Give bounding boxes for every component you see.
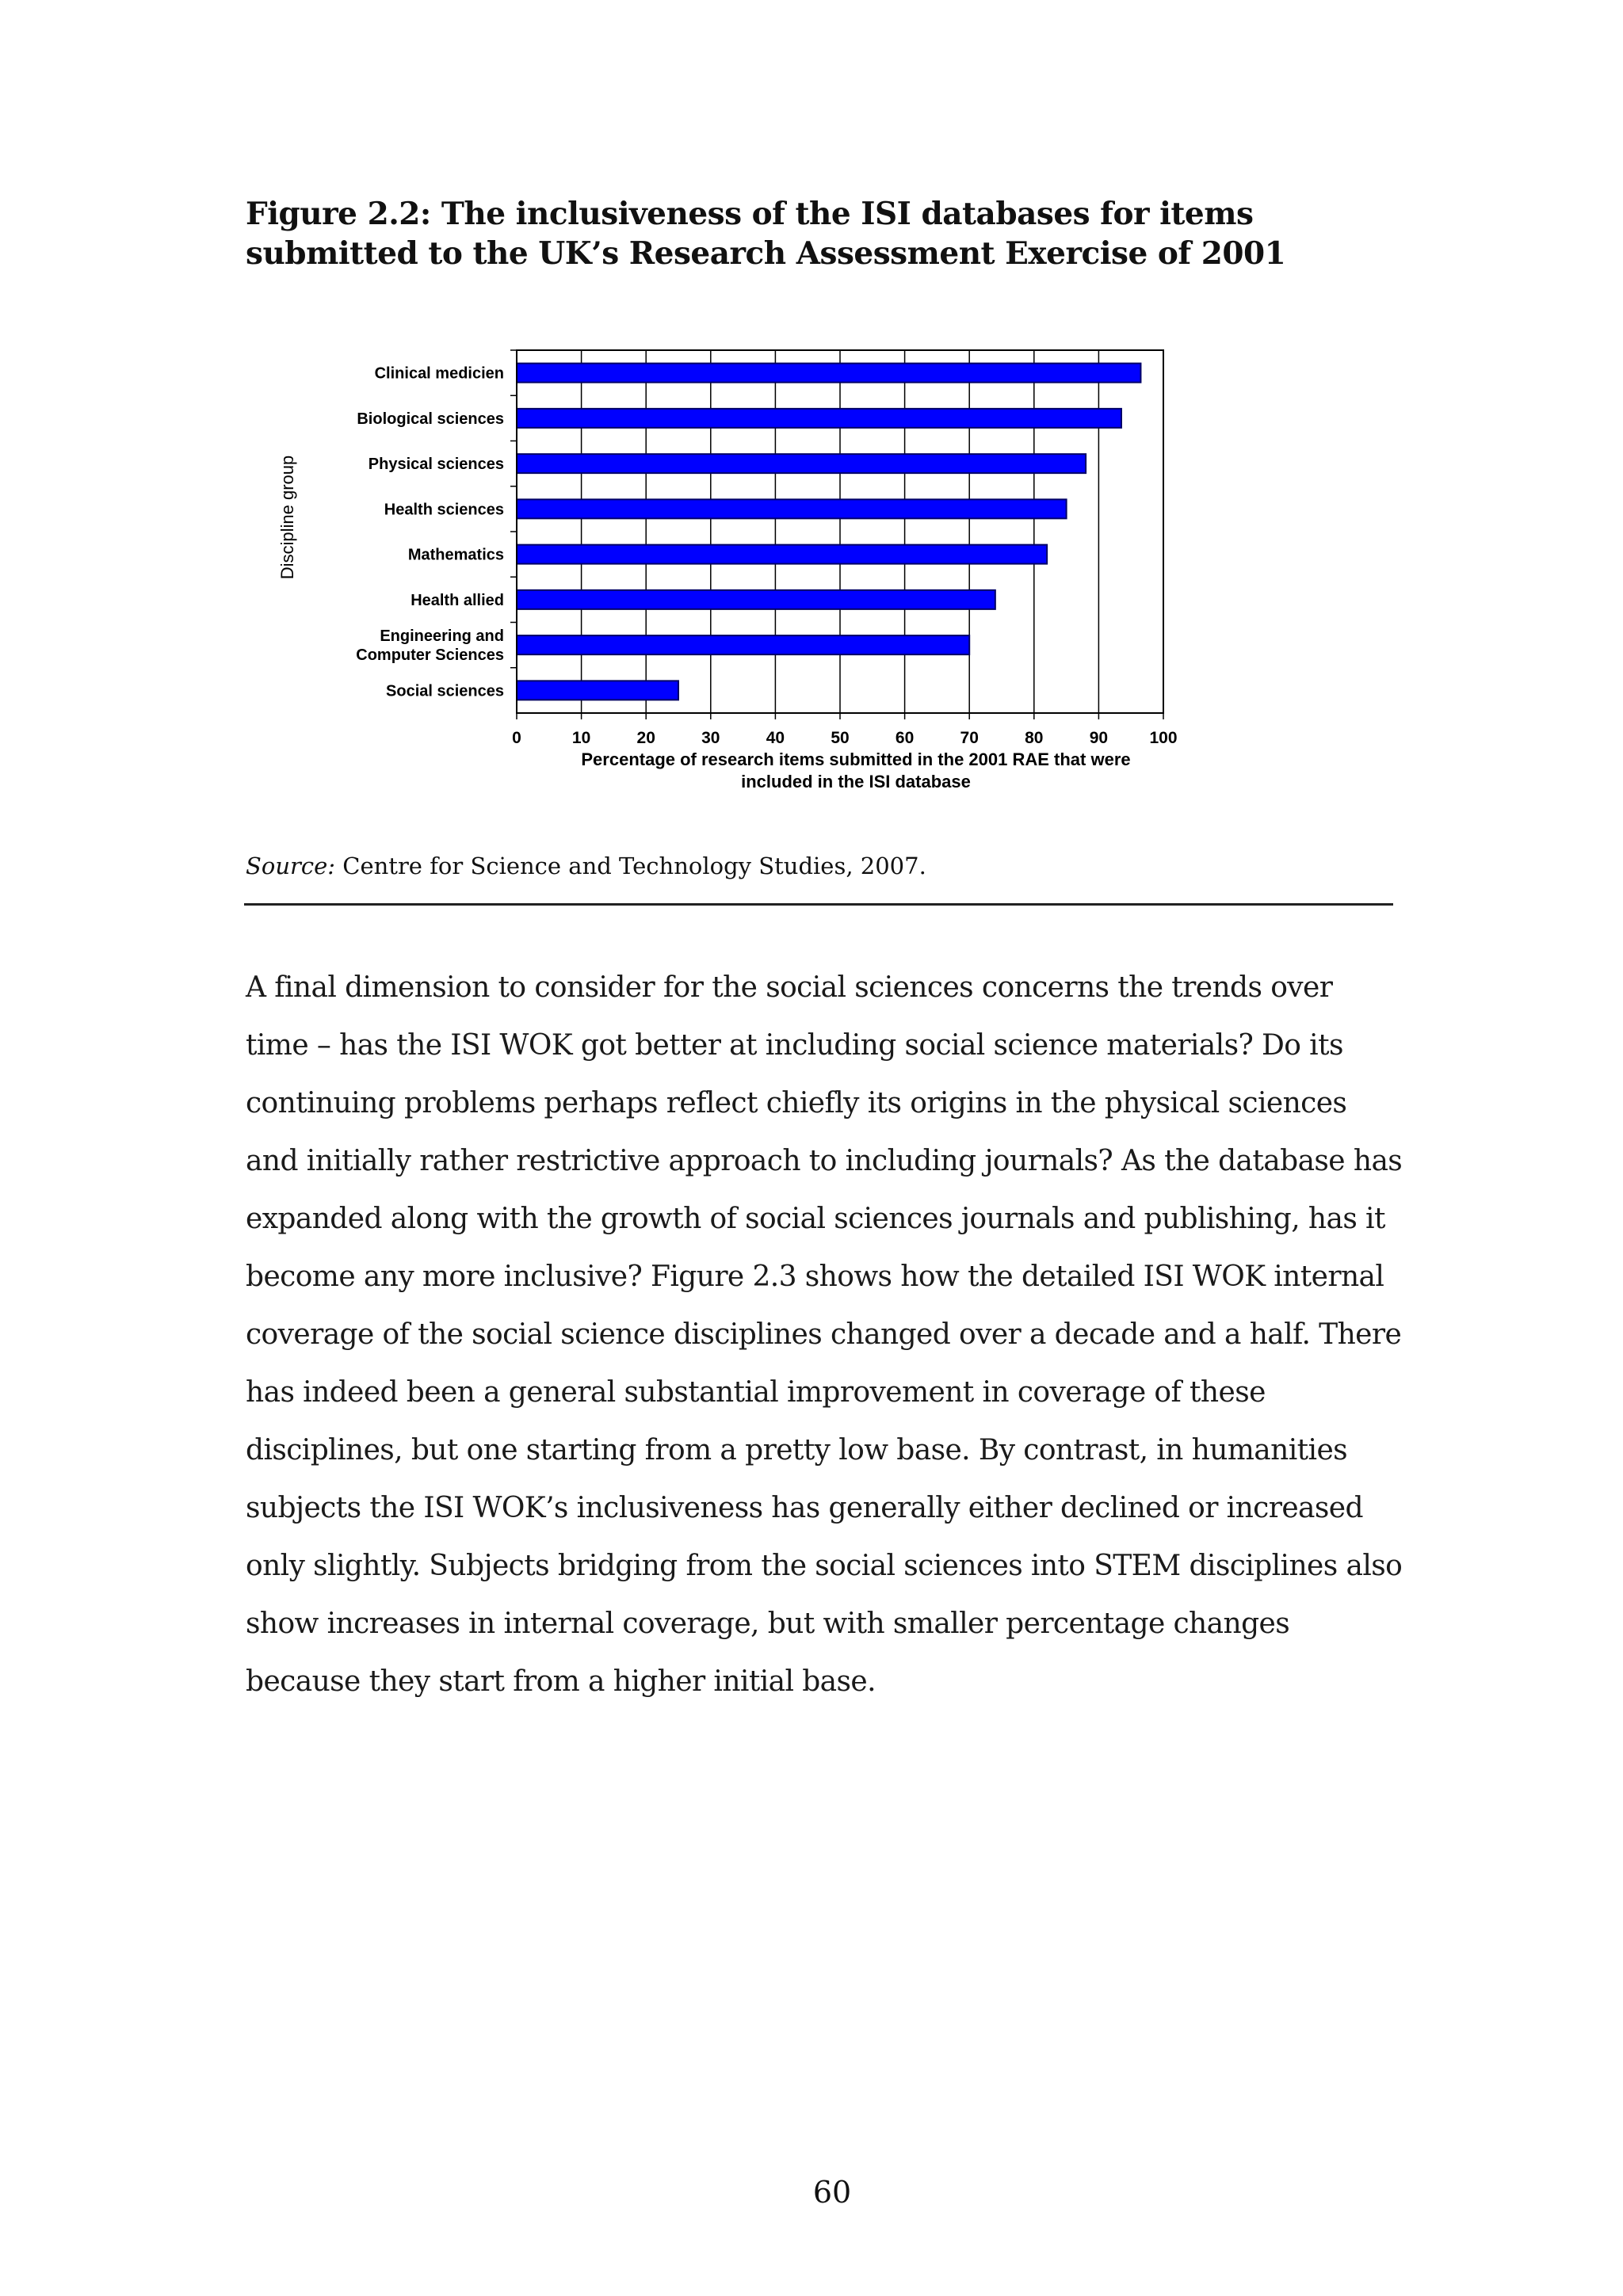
chart-plot-frame	[510, 350, 1163, 713]
figure-source	[246, 852, 926, 879]
chart-category-labels	[356, 365, 504, 700]
chart-category-label: Clinical medicien	[374, 364, 504, 383]
page-number: 60	[812, 2175, 852, 2210]
chart-category-label: Physical sciences	[368, 456, 504, 474]
chart-category-label: Social sciences	[386, 682, 504, 700]
chart-bar	[517, 545, 1047, 564]
chart-x-tick-label: 20	[636, 729, 655, 747]
chart-y-label-text: Discipline group	[277, 455, 297, 580]
chart-x-axis-label	[581, 749, 1130, 791]
chart-bar	[517, 635, 969, 654]
bar-chart	[269, 333, 1220, 816]
source-text: Centre for Science and Technology Studies, 2007.	[335, 852, 926, 879]
chart-category-label: Health allied	[411, 591, 504, 609]
chart-category-label: Mathematics	[407, 546, 504, 564]
chart-x-tick-label: 50	[831, 729, 850, 747]
chart-x-tick-label: 90	[1089, 729, 1109, 747]
chart-x-tick-label: 10	[571, 729, 591, 747]
chart-x-tick-label: 40	[766, 729, 785, 747]
chart-bar	[517, 409, 1121, 428]
body-paragraph: A final dimension to consider for the social sciences concerns the trends over time – has the ISI WOK got better at including social science materials? Do its continuing problems perhaps reflect chiefly its origins in the physical sciences and initially rather restrictive approach to including journals? As the database has expanded along with the growth of social sciences journals and publishing, has it become any more inclusive? Figure 2.3 shows how the detailed ISI WOK internal coverage of the social science disciplines changed over a decade and a half. There has indeed been a general substantial improvement in coverage of these disciplines, but one starting from a pretty low base. By contrast, in humanities subjects the ISI WOK’s inclusiveness has generally either declined or increased only slightly. Subjects bridging from the social sciences into STEM disciplines also show increases in internal coverage, but with smaller percentage changes because they start from a higher initial base.	[246, 971, 1403, 1698]
chart-gridlines	[517, 350, 1163, 719]
chart-x-label-text: Percentage of research items submitted in the 2001 RAE that were included in the ISI database	[581, 749, 1131, 791]
figure-caption: Figure 2.2: The inclusiveness of the ISI databases for items submitted to the UK’s Research Assessment Exercise of 2001	[246, 196, 1286, 272]
section-divider	[244, 903, 1393, 906]
chart-x-tick-label: 80	[1025, 729, 1044, 747]
chart-bar	[517, 681, 678, 700]
chart-x-tick-label: 60	[895, 729, 915, 747]
chart-x-tick-label: 100	[1149, 729, 1178, 747]
chart-bar	[517, 364, 1140, 383]
chart-x-tick-label: 0	[512, 729, 521, 747]
chart-bars	[517, 364, 1140, 700]
chart-category-label: Engineering and Computer Sciences	[356, 627, 504, 665]
source-label: Source:	[246, 852, 336, 879]
chart-y-axis-label	[277, 456, 297, 580]
chart-category-label: Biological sciences	[357, 410, 504, 428]
chart-x-tick-label: 70	[960, 729, 979, 747]
chart-x-tick-label: 30	[701, 729, 720, 747]
chart-category-label: Health sciences	[384, 501, 504, 519]
chart-bar	[517, 499, 1067, 518]
chart-x-tick-labels	[512, 729, 1177, 747]
chart-bar	[517, 590, 995, 609]
chart-bar	[517, 454, 1086, 473]
